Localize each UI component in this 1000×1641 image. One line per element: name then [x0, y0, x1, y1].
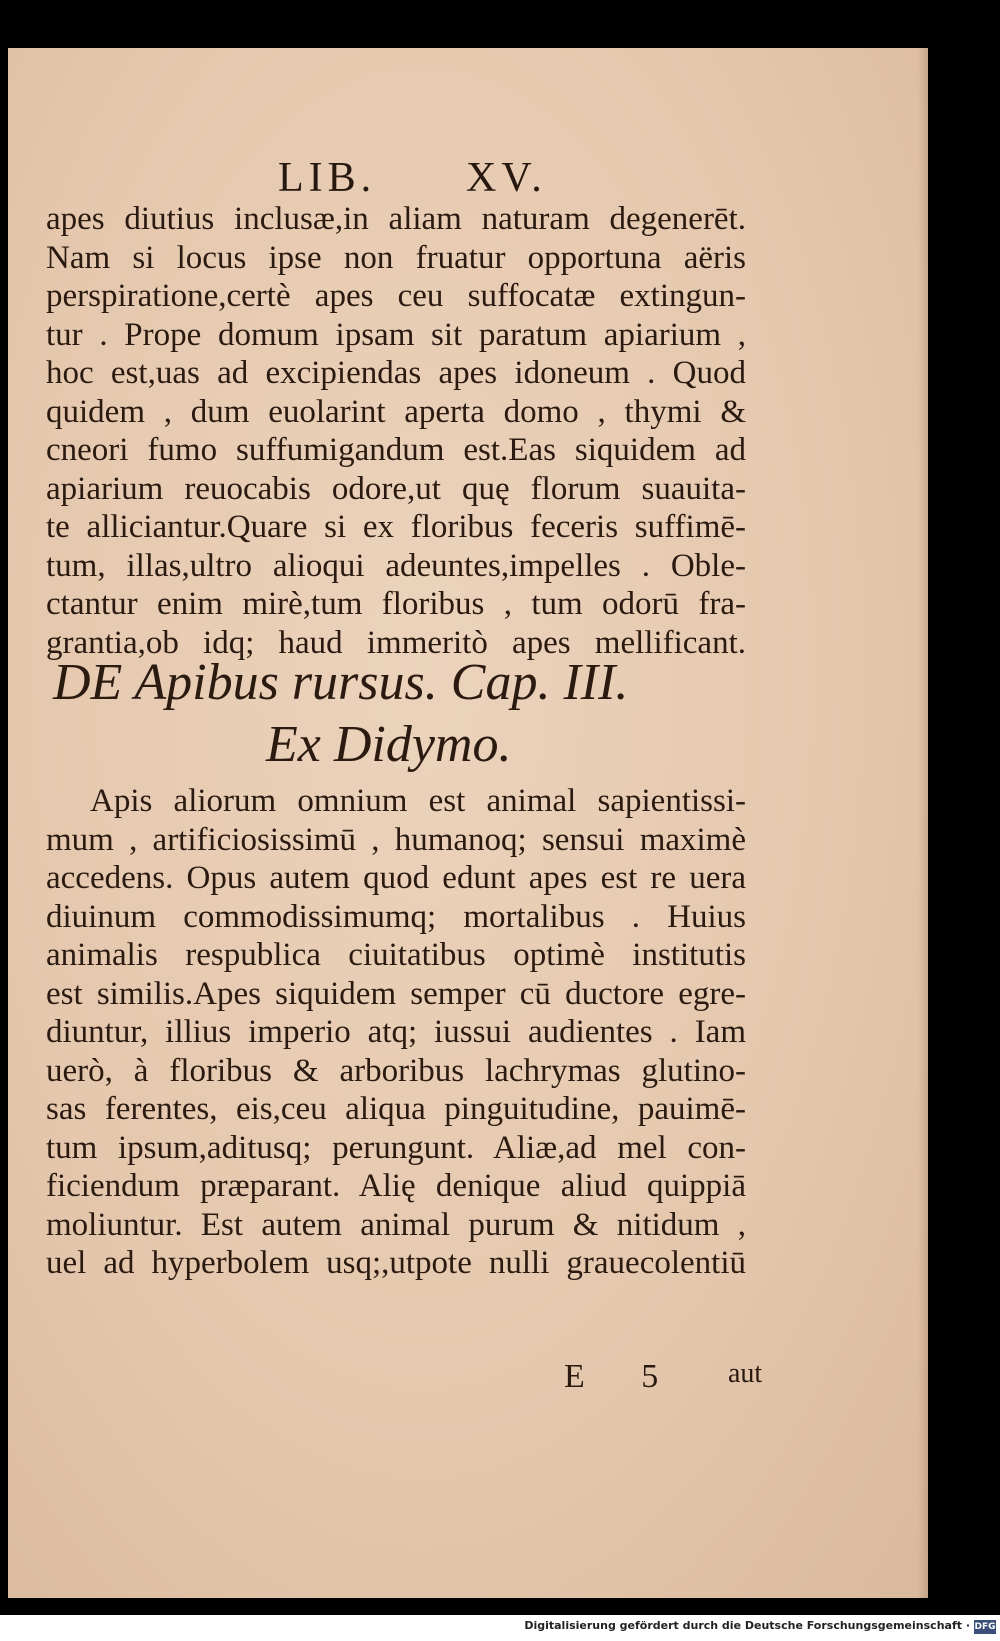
page-edge-shadow	[918, 48, 928, 1598]
text-line: grantia,ob idq; haud immeritò apes mellificant.	[46, 624, 746, 661]
footer-bar	[0, 1615, 1000, 1641]
text-line: te alliciantur.Quare si ex floribus feceris suffimē-	[46, 509, 746, 545]
text-line: accedens. Opus autem quod edunt apes est re uera	[46, 860, 746, 896]
text-line: est similis.Apes siquidem semper cū ductore egre-	[46, 975, 746, 1012]
funding-credit: Digitalisierung gefördert durch die Deutsche Forschungsgemeinschaft ·	[524, 1619, 970, 1632]
signature-mark: E 5	[564, 1358, 683, 1395]
paragraph-2	[46, 782, 746, 1283]
text-line: diuinum commodissimumq; mortalibus . Huius	[46, 898, 746, 935]
text-line: uerò, à floribus & arboribus lachrymas glutino-	[46, 1052, 746, 1089]
book-page	[8, 48, 928, 1598]
text-line: apes diutius inclusæ,in aliam naturam degenerēt.	[46, 201, 746, 237]
chapter-heading: DE Apibus rursus. Cap. III.	[53, 654, 629, 711]
text-line: ctantur enim mirè,tum floribus , tum odorū fra-	[46, 586, 746, 622]
chapter-subheading: Ex Didymo.	[266, 716, 512, 773]
text-line: uel ad hyperbolem usq;,utpote nulli grauecolentiū	[46, 1245, 746, 1281]
text-line: ficiendum præparant. Alię denique aliud quippiā	[46, 1168, 746, 1204]
text-line: perspiratione,certè apes ceu suffocatæ extingun-	[46, 278, 746, 314]
text-line: Nam si locus ipse non fruatur opportuna aëris	[46, 239, 746, 276]
text-line: quidem , dum euolarint aperta domo , thymi &	[46, 393, 746, 430]
text-line: mum , artificiosissimū , humanoq; sensui maximè	[46, 821, 746, 858]
text-line: tum ipsum,aditusq; perungunt. Aliæ,ad mel con-	[46, 1129, 746, 1166]
text-line: tum, illas,ultro alioqui adeuntes,impelles . Oble-	[46, 547, 746, 584]
text-line: animalis respublica ciuitatibus optimè institutis	[46, 937, 746, 973]
text-line: moliuntur. Est autem animal purum & nitidum ,	[46, 1206, 746, 1243]
text-line: sas ferentes, eis,ceu aliqua pinguitudine, pauimē-	[46, 1091, 746, 1127]
header-book-number: XV.	[466, 155, 547, 201]
text-line: Apis aliorum omnium est animal sapientissi-	[90, 783, 746, 819]
paragraph-1	[46, 200, 746, 662]
text-line: apiarium reuocabis odore,ut quę florum suauita-	[46, 470, 746, 507]
header-book-label: LIB.	[278, 155, 377, 201]
text-line: diuntur, illius imperio atq; iussui audientes . Iam	[46, 1014, 746, 1050]
text-line: cneori fumo suffumigandum est.Eas siquidem ad	[46, 432, 746, 468]
text-line: tur . Prope domum ipsam sit paratum apiarium ,	[46, 316, 746, 353]
catchword: aut	[728, 1358, 763, 1389]
dfg-logo-icon: DFG	[974, 1622, 996, 1632]
text-line: hoc est,uas ad excipiendas apes idoneum . Quod	[46, 355, 746, 391]
